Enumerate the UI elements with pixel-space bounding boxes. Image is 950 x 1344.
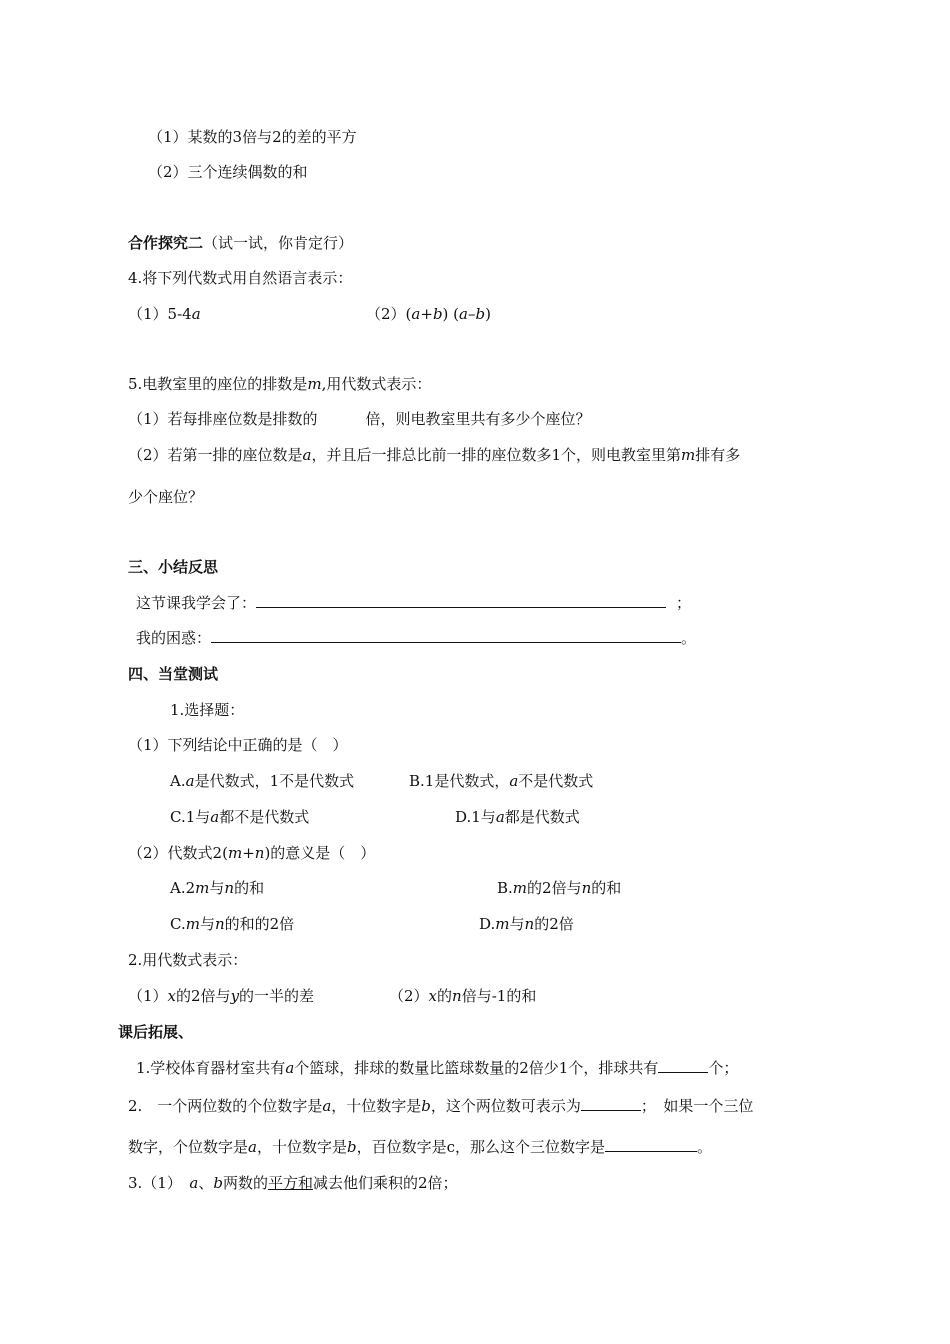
summary-line: 这节课我学会了： ； (136, 594, 692, 612)
question-line: （1）下列结论中正确的是（ ） (128, 736, 348, 754)
question-line: 3.（1） a、b两数的平方和减去他们乘积的2倍； (128, 1174, 458, 1192)
question-line: 5.电教室里的座位的排数是m,用代数式表示： (128, 375, 432, 393)
question-line: （1）若每排座位数是排数的 倍，则电教室里共有多少个座位？ (128, 410, 591, 428)
question-line: 数字，个位数字是a，十位数字是b，百位数字是c，那么这个三位数字是 。 (128, 1138, 713, 1156)
section-heading: 三、小结反思 (128, 558, 219, 576)
answer-blank[interactable] (211, 628, 681, 643)
question-line: （1）x的2倍与y的一半的差 (128, 987, 315, 1005)
section-heading: 合作探究二（试一试，你肯定行） (128, 234, 354, 252)
question-line: （2）代数式2(m+n)的意义是（ ） (128, 844, 376, 862)
option-c: C.m与n的和的2倍 (170, 915, 295, 933)
option-d: D.m与n的2倍 (479, 915, 574, 933)
answer-blank[interactable] (581, 1096, 641, 1111)
answer-blank[interactable] (256, 593, 666, 608)
question-line: 2. 一个两位数的个位数字是a，十位数字是b，这个两位数可表示为 ； 如果一个三位 (128, 1097, 754, 1115)
section-heading: 四、当堂测试 (128, 665, 219, 683)
summary-line: 我的困惑： 。 (136, 629, 697, 647)
option-a: A.2m与n的和 (170, 879, 265, 897)
question-line: 1.选择题： (170, 701, 245, 719)
answer-blank[interactable] (658, 1058, 708, 1073)
option-b: B.m的2倍与n的和 (497, 879, 622, 897)
option-b: B.1是代数式，a不是代数式 (409, 772, 594, 790)
question-line: 1.学校体育器材室共有a个篮球，排球的数量比篮球数量的2倍少1个，排球共有 个； (136, 1059, 739, 1077)
question-line: （2）三个连续偶数的和 (148, 163, 308, 181)
question-line: 4.将下列代数式用自然语言表示： (128, 269, 353, 287)
answer-blank[interactable] (605, 1137, 697, 1152)
option-a: A.a是代数式，1不是代数式 (170, 772, 355, 790)
option-c: C.1与a都不是代数式 (170, 808, 310, 826)
question-line: 少个座位？ (128, 488, 204, 506)
option-d: D.1与a都是代数式 (455, 808, 580, 826)
question-line: （1）某数的3倍与2的差的平方 (148, 128, 357, 146)
question-line: （2）x的n倍与-1的和 (389, 987, 537, 1005)
question-line: （2）若第一排的座位数是a，并且后一排总比前一排的座位数多1个，则电教室里第m排有多 (128, 446, 741, 464)
question-line: （1）5-4a (128, 305, 201, 323)
section-heading: 课后拓展、 (118, 1023, 194, 1041)
question-line: 2.用代数式表示： (128, 951, 248, 969)
question-line: （2）(a+b) (a–b) (366, 305, 491, 323)
